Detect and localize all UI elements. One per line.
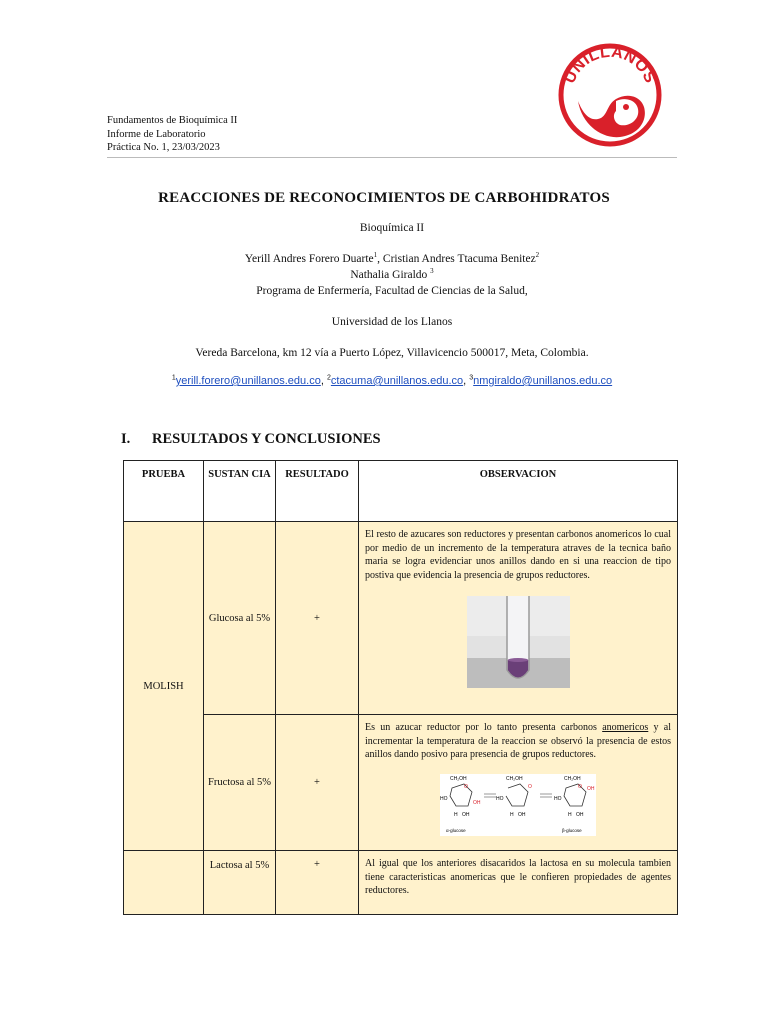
author-3-ref: 3 [430,267,434,276]
email-link-3[interactable]: nmgiraldo@unillanos.edu.co [473,375,613,387]
header-observacion: OBSERVACION [359,461,678,522]
table-row [124,522,678,715]
observacion-text: Al igual que los anteriores disacaridos la lactosa en su molecula tambien tiene caracteristicas anomericas que le confieren propiedades de agentes reductores. [365,858,671,896]
prueba-cell-empty [124,851,204,915]
email-separator: , [320,375,327,387]
table-row [124,851,678,915]
svg-text:UNILLANOS: UNILLANOS [561,43,659,87]
email-link-2[interactable]: ctacuma@unillanos.edu.co [330,375,464,387]
document-header [107,114,237,155]
author-1: Yerill Andres Forero Duarte [244,253,374,265]
university: Universidad de los Llanos [331,316,453,328]
authors-line-1 [0,253,768,265]
unillanos-logo [558,43,662,147]
h-label: H [568,811,572,818]
author-3: Nathalia Giraldo [350,269,431,281]
oh-label: OH [462,811,470,818]
email-1-ref: 1 [171,374,176,382]
results-table [123,460,678,915]
header-divider [107,157,677,158]
sustancia-cell: Glucosa al 5% [204,522,276,715]
sustancia-cell: Lactosa al 5% [204,851,276,915]
program: Programa de Enfermería, Facultad de Ciencias de la Salud, [256,285,528,297]
carbonyl-o-label: O [528,783,532,790]
practice-info: Práctica No. 1, 23/03/2023 [107,142,220,153]
author-2-ref: 2 [535,251,540,260]
document-title: REACCIONES DE RECONOCIMIENTOS DE CARBOHIDRATOS [158,190,610,206]
observacion-text-part: Es un azucar reductor por lo tanto presenta carbonos [365,722,603,733]
email-link-1[interactable]: yerill.forero@unillanos.edu.co [175,375,321,387]
ch2oh-label: CH₂OH [450,775,467,782]
beta-glucose-label: β-glucose [562,827,582,833]
observacion-cell [359,715,678,851]
course-name: Fundamentos de Bioquímica II [107,115,238,126]
email-separator: , [463,375,470,387]
ch2oh-label: CH₂OH [506,775,523,782]
header-sustancia: SUSTAN CIA [204,461,276,522]
anomericos-term: anomericos [602,722,649,733]
email-2-ref: 2 [326,374,331,382]
h-label: H [454,811,458,818]
authors-line-2 [0,269,768,281]
emails-line [0,375,768,387]
sustancia-cell: Fructosa al 5% [204,715,276,851]
resultado-cell: + [276,522,359,715]
report-type: Informe de Laboratorio [107,128,206,140]
alpha-glucose-label: α-glucose [446,827,466,833]
oh-label: OH [473,799,481,806]
section-title: RESULTADOS Y CONCLUSIONES [152,431,381,447]
ho-label: HO [554,795,562,802]
observacion-text: El resto de azucares son reductores y presentan carbonos anomericos lo cual por medio de un incremento de la temperatura atraves de la tecnica baño maria se logra evidenciar unos anillos dando en si una reaccion de tipo postiva que evidencia la presencia de grupos reductores. [365,529,671,581]
observacion-text-part: y al incrementar la temperatura de la reaccion se observó la presencia de estos anillos dando posivo para presencia de grupos reductores. [365,722,672,760]
author-1-ref: 1 [373,251,378,260]
h-label: H [510,811,514,818]
ring-o-label: O [578,783,582,790]
oh-label: OH [518,811,526,818]
resultado-cell: + [276,715,359,851]
ring-o-label: O [464,783,468,790]
header-resultado: RESULTADO [276,461,359,522]
oh-label: OH [576,811,584,818]
ch2oh-label: CH₂OH [564,775,581,782]
resultado-cell: + [276,851,359,915]
glucose-structures-figure [440,774,596,836]
observacion-text [359,715,677,766]
email-3-ref: 3 [469,374,474,382]
author-2: , Cristian Andres Ttacuma Benitez [377,253,536,265]
section-number: I. [121,431,131,447]
observacion-cell [359,522,678,715]
subject: Bioquímica II [359,222,425,234]
table-header-row [124,461,678,522]
test-tube-photo [467,596,570,688]
header-prueba: PRUEBA [124,461,204,522]
prueba-cell: MOLISH [124,522,204,851]
observacion-cell [359,851,678,915]
ho-label: HO [496,795,504,802]
section-heading [121,431,381,448]
oh-label: OH [587,785,595,792]
table-row [124,715,678,851]
address: Vereda Barcelona, km 12 vía a Puerto López, Villavicencio 500017, Meta, Colombia. [195,347,589,359]
ho-label: HO [440,795,448,802]
